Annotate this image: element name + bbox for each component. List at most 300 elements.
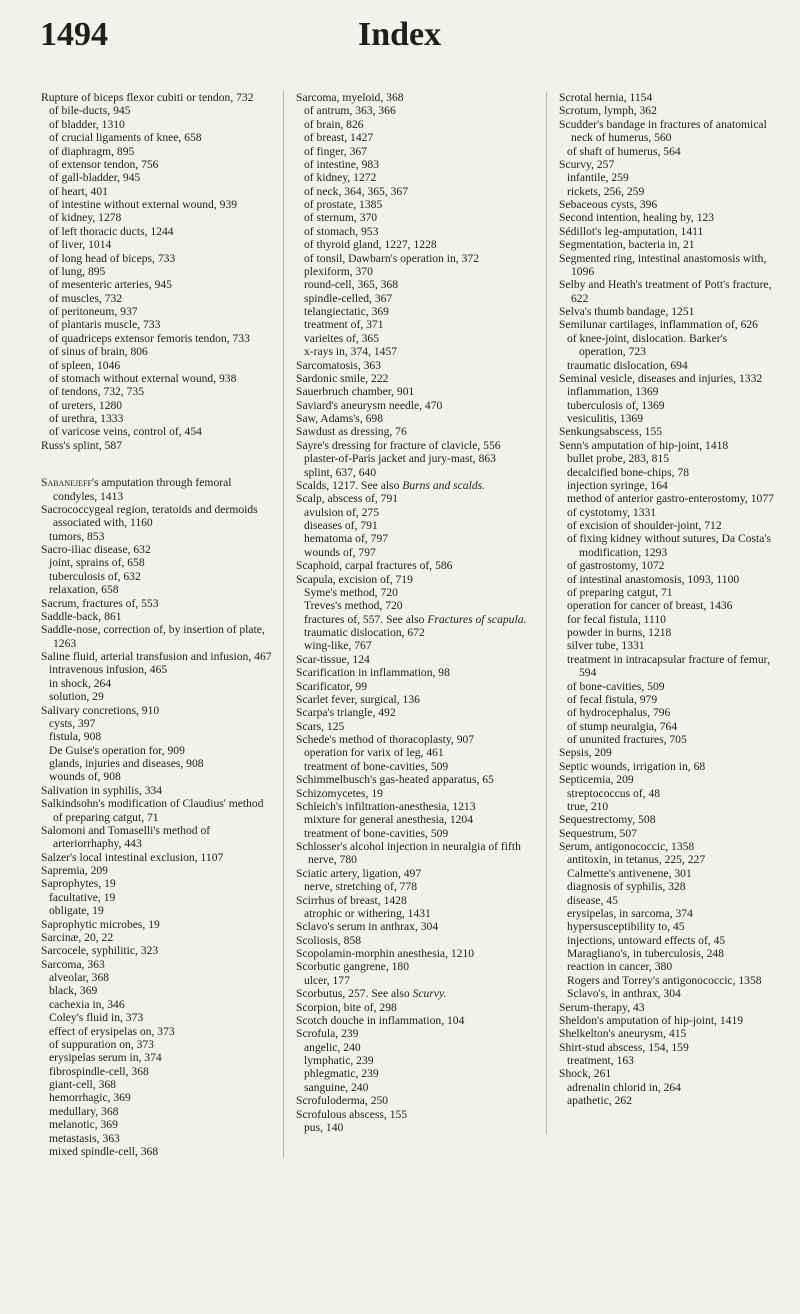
entry-text: Scarificator, 99	[296, 679, 368, 693]
index-subentry	[296, 292, 536, 305]
index-entry	[296, 1094, 536, 1107]
entry-text: treatment of bone-cavities, 509	[304, 759, 449, 773]
entry-text: medullary, 368	[49, 1104, 119, 1118]
index-subentry	[559, 145, 774, 158]
entry-text: of bile-ducts, 945	[49, 104, 131, 118]
entry-text: of antrum, 363, 366	[304, 104, 396, 118]
index-subentry	[559, 479, 774, 492]
entry-text: alveolar, 368	[49, 971, 110, 984]
index-subentry	[296, 506, 536, 519]
index-subentry	[296, 211, 536, 224]
entry-text: of preparing catgut, 71	[567, 585, 673, 599]
entry-text: Scurvy, 257	[559, 157, 615, 171]
entry-text: powder in burns, 1218	[567, 626, 672, 639]
entry-text: adrenalin chlorid in, 264	[567, 1080, 681, 1094]
entry-text: Sheldon's amputation of hip-joint, 1419	[559, 1013, 744, 1027]
index-subentry	[559, 519, 774, 532]
entry-text: mixed spindle-cell, 368	[49, 1144, 159, 1158]
entry-text: hypersusceptibility to, 45	[567, 920, 685, 934]
entry-text: avulsion of, 275	[304, 505, 380, 519]
index-entry	[41, 704, 273, 717]
entry-text: of thyroid gland, 1227, 1228	[304, 238, 437, 252]
index-subentry	[559, 359, 774, 372]
entry-text: relaxation, 658	[49, 583, 119, 597]
entry-text: Serum, antigonococcic, 1358	[559, 840, 695, 853]
index-subentry	[296, 519, 536, 532]
index-entry	[559, 252, 774, 279]
entry-text: Sauerbruch chamber, 901	[296, 385, 415, 399]
index-column-3	[559, 91, 774, 1108]
index-subentry	[41, 1118, 273, 1131]
index-subentry	[559, 680, 774, 693]
entry-text: vesiculitis, 1369	[567, 412, 643, 425]
index-entry	[296, 492, 536, 505]
entry-text: of knee-joint, dislocation. Barker's operation, 723	[567, 331, 728, 359]
index-entry	[41, 623, 273, 650]
index-entry	[296, 359, 536, 372]
entry-text: Sebaceous cysts, 396	[559, 198, 658, 211]
index-subentry	[41, 770, 273, 783]
entry-text: Schleich's infiltration-anesthesia, 1213	[296, 799, 476, 813]
index-column-1	[41, 91, 284, 1158]
index-subentry	[41, 104, 273, 117]
index-entry	[559, 425, 774, 438]
entry-text: pus, 140	[304, 1120, 344, 1134]
index-subentry	[296, 626, 536, 639]
index-subentry	[559, 1094, 774, 1107]
entry-text: disease, 45	[567, 893, 618, 907]
index-entry	[296, 559, 536, 572]
index-subentry	[296, 532, 536, 545]
entry-text: Semilunar cartilages, inflammation of, 626	[559, 318, 758, 332]
index-entry	[296, 1001, 536, 1014]
index-entry	[559, 225, 774, 238]
entry-text: Scotch douche in inflammation, 104	[296, 1013, 465, 1027]
entry-text: bullet probe, 283, 815	[567, 452, 670, 466]
index-subentry	[41, 1038, 273, 1051]
entry-text: Sarcinæ, 20, 22	[41, 930, 114, 944]
index-entry	[41, 944, 273, 957]
index-subentry	[41, 530, 273, 543]
index-subentry	[41, 891, 273, 904]
entry-text: Serum-therapy, 43	[559, 1000, 645, 1014]
index-subentry	[41, 717, 273, 730]
entry-text: of plantaris muscle, 733	[49, 318, 161, 332]
index-subentry	[41, 984, 273, 997]
index-entry	[296, 372, 536, 385]
entry-text: Saprophytic microbes, 19	[41, 917, 160, 931]
entry-text: hemorrhagic, 369	[49, 1091, 131, 1105]
index-subentry	[41, 145, 273, 158]
entry-text: of urethra, 1333	[49, 412, 124, 425]
index-entry	[41, 931, 273, 944]
entry-text: splint, 637, 640	[304, 465, 377, 479]
entry-text: Shirt-stud abscess, 154, 159	[559, 1040, 689, 1054]
index-entry	[559, 238, 774, 251]
index-subentry	[41, 556, 273, 569]
entry-text: De Guise's operation for, 909	[49, 743, 185, 757]
index-entry	[41, 824, 273, 851]
entry-text: Scrotal hernia, 1154	[559, 91, 653, 104]
index-subentry	[559, 706, 774, 719]
entry-text: glands, injuries and diseases, 908	[49, 757, 204, 770]
index-entry	[296, 947, 536, 960]
index-subentry	[41, 663, 273, 676]
index-entry	[559, 840, 774, 853]
entry-text: Scarification in inflammation, 98	[296, 666, 450, 680]
entry-text: Scudder's bandage in fractures of anatomical neck of humerus, 560	[559, 117, 767, 145]
index-entry	[296, 720, 536, 733]
cross-reference: Fractures of scapula.	[427, 612, 527, 626]
entry-text: Salomoni and Tomaselli's method of arteriorrhaphy, 443	[41, 823, 211, 851]
entry-text: Scaphoid, carpal fractures of, 586	[296, 559, 453, 573]
index-entry	[41, 597, 273, 610]
index-subentry	[296, 639, 536, 652]
index-entry	[296, 573, 536, 586]
index-entry	[296, 773, 536, 786]
index-subentry	[41, 583, 273, 596]
entry-text: Selva's thumb bandage, 1251	[559, 305, 695, 318]
entry-text: Scorpion, bite of, 298	[296, 1000, 397, 1014]
index-subentry	[559, 920, 774, 933]
index-entry	[41, 439, 273, 452]
entry-text: Salkindsohn's modification of Claudius' method of preparing catgut, 71	[41, 797, 264, 824]
index-subentry	[41, 305, 273, 318]
index-entry	[559, 372, 774, 385]
index-subentry	[559, 573, 774, 586]
entry-text: Scalp, abscess of, 791	[296, 492, 399, 506]
index-subentry	[559, 653, 774, 680]
entry-text: joint, sprains of, 658	[49, 556, 145, 570]
index-entry	[296, 1014, 536, 1027]
index-subentry	[41, 412, 273, 425]
index-subentry	[559, 1081, 774, 1094]
entry-text: Salivary concretions, 910	[41, 703, 160, 717]
index-entry	[559, 827, 774, 840]
entry-text: of quadriceps extensor femoris tendon, 733	[49, 331, 250, 345]
entry-text: of prostate, 1385	[304, 198, 383, 211]
index-subentry	[296, 586, 536, 599]
index-subentry	[41, 399, 273, 412]
entry-text: Treves's method, 720	[304, 599, 403, 613]
index-subentry	[41, 131, 273, 144]
index-subentry	[559, 332, 774, 359]
entry-text: silver tube, 1331	[567, 639, 645, 653]
entry-text: black, 369	[49, 984, 98, 998]
index-subentry	[296, 145, 536, 158]
index-entry	[41, 784, 273, 797]
index-subentry	[559, 639, 774, 652]
index-entry	[296, 439, 536, 452]
index-subentry	[296, 104, 536, 117]
index-entry	[559, 439, 774, 452]
index-subentry	[296, 225, 536, 238]
index-subentry	[559, 586, 774, 599]
index-subentry	[296, 318, 536, 331]
entry-text: of bone-cavities, 509	[567, 679, 665, 693]
entry-text: Salivation in syphilis, 334	[41, 783, 163, 797]
entry-text: inflammation, 1369	[567, 385, 659, 399]
index-subentry	[41, 158, 273, 171]
entry-text: of intestine without external wound, 939	[49, 198, 238, 211]
entry-text: of liver, 1014	[49, 238, 112, 252]
entry-text: Sequestrum, 507	[559, 826, 637, 840]
index-entry	[296, 960, 536, 973]
entry-text: Schimmelbusch's gas-heated apparatus, 65	[296, 773, 494, 787]
entry-text: Schede's method of thoracoplasty, 907	[296, 733, 475, 746]
entry-text: Senkungsabscess, 155	[559, 425, 663, 439]
entry-text: Saprophytes, 19	[41, 877, 116, 891]
index-subentry	[41, 171, 273, 184]
index-subentry	[296, 278, 536, 291]
entry-text: Scopolamin-morphin anesthesia, 1210	[296, 947, 475, 960]
index-entry	[296, 934, 536, 947]
entry-text: spindle-celled, 367	[304, 291, 393, 305]
index-subentry	[41, 757, 273, 770]
index-entry	[559, 118, 774, 145]
index-subentry	[296, 746, 536, 759]
entry-text: Saw, Adams's, 698	[296, 412, 384, 425]
entry-text: Schlosser's alcohol injection in neuralgia of fifth nerve, 780	[296, 840, 521, 867]
entry-text: angelic, 240	[304, 1040, 361, 1054]
index-entry	[559, 211, 774, 224]
index-subentry	[559, 960, 774, 973]
index-entry	[296, 680, 536, 693]
entry-text: nerve, stretching of, 778	[304, 880, 418, 894]
index-entry	[296, 412, 536, 425]
entry-text: Sacrococcygeal region, teratoids and dermoids associated with, 1160	[41, 502, 258, 530]
index-subentry	[296, 599, 536, 612]
index-entry	[296, 867, 536, 880]
index-entry	[296, 840, 536, 867]
entry-text: of stump neuralgia, 764	[567, 719, 678, 733]
index-subentry	[559, 853, 774, 866]
index-subentry	[559, 466, 774, 479]
entry-text: Schizomycetes, 19	[296, 786, 383, 800]
entry-text: of ureters, 1280	[49, 398, 123, 412]
index-subentry	[559, 452, 774, 465]
entry-text: Shelkelton's aneurysm, 415	[559, 1027, 687, 1041]
entry-text: of crucial ligaments of knee, 658	[49, 131, 202, 145]
section-gap	[41, 452, 273, 464]
entry-text: of extensor tendon, 756	[49, 157, 159, 171]
index-subentry	[296, 198, 536, 211]
entry-text: of long head of biceps, 733	[49, 251, 176, 265]
entry-text: rickets, 256, 259	[567, 184, 645, 198]
index-entry	[559, 104, 774, 117]
index-subentry	[559, 867, 774, 880]
entry-text: diagnosis of syphilis, 328	[567, 880, 686, 894]
entry-text: plexiform, 370	[304, 264, 373, 278]
entry-text: treatment, 163	[567, 1054, 634, 1067]
index-entry	[296, 693, 536, 706]
index-subentry	[41, 1051, 273, 1064]
entry-text: Selby and Heath's treatment of Pott's fracture, 622	[559, 278, 772, 305]
entry-text: reaction in cancer, 380	[567, 960, 673, 974]
index-subentry	[559, 171, 774, 184]
index-subentry	[41, 359, 273, 372]
entry-text: of excision of shoulder-joint, 712	[567, 519, 722, 532]
index-subentry	[559, 907, 774, 920]
entry-text: Russ's splint, 587	[41, 438, 123, 452]
entry-text: Segmented ring, intestinal anastomosis with, 1096	[559, 251, 767, 278]
section-gap	[41, 464, 273, 476]
page-title: Index	[358, 16, 442, 53]
index-subentry	[296, 305, 536, 318]
entry-text: Sequestrectomy, 508	[559, 813, 656, 827]
index-subentry	[296, 613, 536, 626]
entry-text: Scrotum, lymph, 362	[559, 104, 657, 118]
entry-text: cysts, 397	[49, 716, 96, 730]
entry-text: of intestinal anastomosis, 1093, 1100	[567, 572, 740, 586]
index-entry	[41, 650, 273, 663]
entry-text: Scorbutus, 257. See also	[296, 987, 413, 1001]
index-subentry	[41, 211, 273, 224]
index-subentry	[559, 947, 774, 960]
index-entry	[296, 666, 536, 679]
index-entry	[559, 760, 774, 773]
entry-text: ulcer, 177	[304, 973, 350, 987]
entry-text: lymphatic, 239	[304, 1054, 374, 1067]
index-entry	[559, 158, 774, 171]
entry-text: Rogers and Torrey's antigonococcic, 1358	[567, 973, 762, 987]
index-subentry	[296, 466, 536, 479]
entry-text: of neck, 364, 365, 367	[304, 184, 409, 198]
index-subentry	[559, 787, 774, 800]
index-subentry	[41, 292, 273, 305]
index-subentry	[559, 693, 774, 706]
index-subentry	[296, 265, 536, 278]
index-subentry	[41, 318, 273, 331]
entry-text: Calmette's antivenene, 301	[567, 866, 692, 880]
index-subentry	[41, 238, 273, 251]
entry-text: Scorbutic gangrene, 180	[296, 960, 410, 974]
entry-text: injections, untoward effects of, 45	[567, 933, 726, 947]
entry-text: of kidney, 1272	[304, 171, 377, 185]
entry-text: Scapula, excision of, 719	[296, 572, 413, 586]
entry-text: Scarlet fever, surgical, 136	[296, 692, 420, 706]
entry-text: Scrofulous abscess, 155	[296, 1107, 408, 1121]
entry-text: erysipelas, in sarcoma, 374	[567, 906, 693, 920]
entry-text: tuberculosis of, 1369	[567, 398, 665, 412]
entry-text: of diaphragm, 895	[49, 144, 135, 158]
index-subentry	[296, 345, 536, 358]
entry-text: Scars, 125	[296, 719, 345, 733]
index-entry	[559, 278, 774, 305]
index-subentry	[296, 252, 536, 265]
entry-text: phlegmatic, 239	[304, 1067, 379, 1081]
index-entry	[296, 399, 536, 412]
entry-text: Scalds, 1217. See also	[296, 478, 403, 492]
entry-text: of suppuration on, 373	[49, 1037, 154, 1051]
entry-text: hematoma of, 797	[304, 532, 389, 546]
index-entry	[296, 91, 536, 104]
index-entry	[41, 851, 273, 864]
index-subentry	[296, 238, 536, 251]
entry-text: of tonsil, Dawbarn's operation in, 372	[304, 251, 479, 265]
index-subentry	[296, 452, 536, 465]
entry-text: of stomach, 953	[304, 224, 379, 238]
index-subentry	[559, 987, 774, 1000]
index-subentry	[559, 626, 774, 639]
index-subentry	[296, 974, 536, 987]
entry-text: of hydrocephalus, 796	[567, 706, 671, 720]
index-subentry	[559, 974, 774, 987]
entry-text: infantile, 259	[567, 171, 629, 185]
entry-text: for fecal fistula, 1110	[567, 612, 666, 626]
entry-text: of breast, 1427	[304, 131, 374, 145]
entry-text: of cystotomy, 1331	[567, 505, 657, 519]
index-subentry	[296, 158, 536, 171]
entry-text: Sacrum, fractures of, 553	[41, 596, 159, 610]
index-subentry	[41, 1078, 273, 1091]
index-subentry	[41, 252, 273, 265]
entry-text: Second intention, healing by, 123	[559, 211, 715, 225]
index-subentry	[41, 1065, 273, 1078]
index-subentry	[41, 1025, 273, 1038]
index-entry	[559, 1027, 774, 1040]
entry-text: Sawdust as dressing, 76	[296, 425, 407, 439]
index-subentry	[41, 118, 273, 131]
page-number: 1494	[40, 16, 108, 53]
entry-text: true, 210	[567, 799, 609, 813]
entry-text: Septic wounds, irrigation in, 68	[559, 759, 706, 773]
entry-text: 's amputation through femoral condyles, 1413	[53, 476, 232, 503]
entry-text: operation for varix of leg, 461	[304, 746, 444, 760]
entry-text: Saviard's aneurysm needle, 470	[296, 398, 443, 412]
index-entry	[559, 1001, 774, 1014]
index-subentry	[41, 278, 273, 291]
entry-text: of intestine, 983	[304, 157, 380, 171]
entry-text: Septicemia, 209	[559, 773, 634, 787]
entry-text: Sepsis, 209	[559, 746, 612, 760]
index-entry	[296, 706, 536, 719]
index-entry	[41, 476, 273, 503]
entry-text: Maragliano's, in tuberculosis, 248	[567, 947, 724, 960]
entry-text: in shock, 264	[49, 676, 112, 690]
index-subentry	[41, 1132, 273, 1145]
entry-text: method of anterior gastro-enterostomy, 1077	[567, 492, 774, 506]
entry-text: Sédillot's leg-amputation, 1411	[559, 224, 704, 238]
entry-text: diseases of, 791	[304, 519, 378, 532]
entry-text: solution, 29	[49, 690, 104, 704]
entry-text: giant-cell, 368	[49, 1078, 116, 1091]
index-subentry	[559, 1054, 774, 1067]
entry-text: atrophic or withering, 1431	[304, 906, 431, 920]
index-subentry	[296, 760, 536, 773]
entry-text: of finger, 367	[304, 144, 367, 158]
index-subentry	[41, 1091, 273, 1104]
entry-text: tuberculosis of, 632	[49, 569, 141, 583]
index-subentry	[296, 1081, 536, 1094]
index-subentry	[296, 332, 536, 345]
entry-text: treatment in intracapsular fracture of femur, 594	[567, 652, 770, 680]
entry-text: of gall-bladder, 945	[49, 171, 141, 185]
entry-text: of heart, 401	[49, 184, 108, 198]
entry-text: Coley's fluid in, 373	[49, 1011, 144, 1025]
index-entry	[296, 425, 536, 438]
entry-text: of mesenteric arteries, 945	[49, 278, 172, 292]
entry-text: erysipelas serum in, 374	[49, 1051, 162, 1065]
index-subentry	[559, 185, 774, 198]
index-subentry	[296, 131, 536, 144]
index-entry	[296, 385, 536, 398]
index-entry	[559, 1014, 774, 1027]
entry-text: Sarcoma, 363	[41, 957, 105, 971]
index-entry	[559, 813, 774, 826]
index-entry	[41, 958, 273, 971]
cross-reference: Burns and scalds.	[402, 478, 486, 492]
